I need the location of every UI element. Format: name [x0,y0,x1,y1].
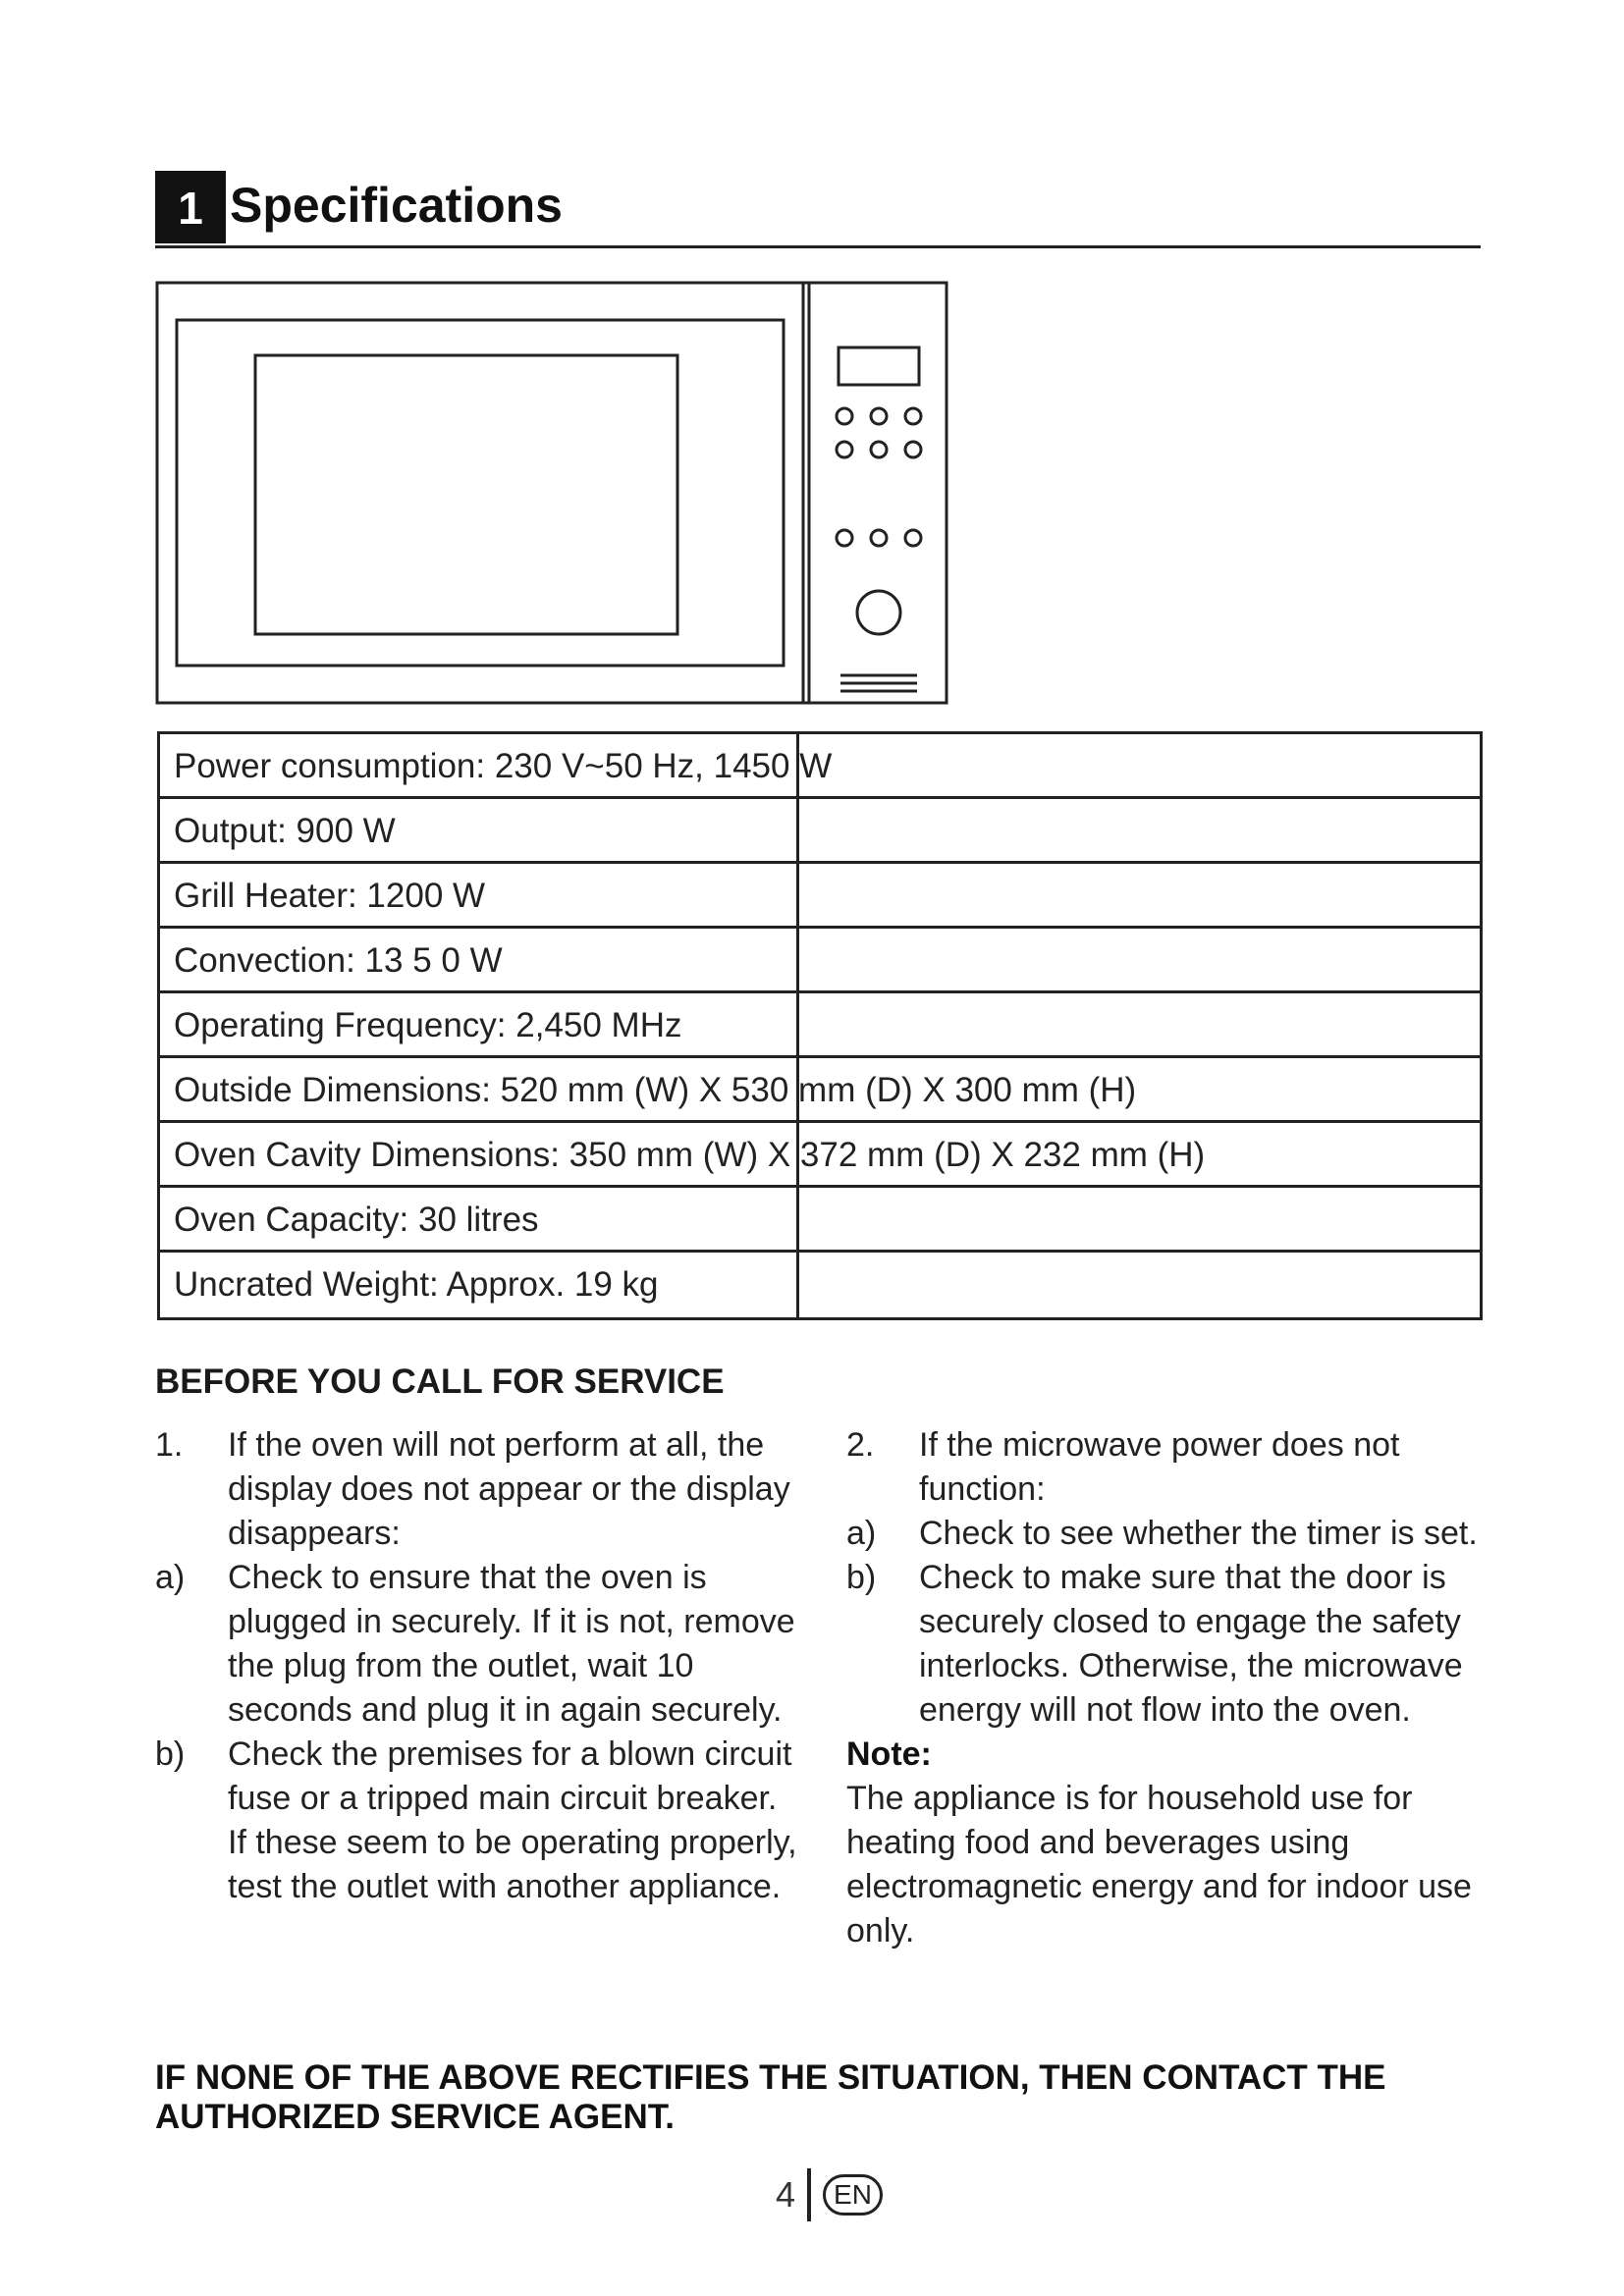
spec-text: Convection: 13 5 0 W [174,941,503,980]
spec-text: Outside Dimensions: 520 mm (W) X 530 mm (D) X 300 mm (H) [174,1071,1137,1109]
note-text: The appliance is for household use for heating food and beverages using electromagnetic energy and for indoor use only. [846,1780,1472,1949]
service-item-2b [846,1556,1485,1733]
microwave-illustration [155,281,948,705]
service-column-right [846,1423,1485,1953]
footer-divider [807,2168,811,2221]
spec-row-cavity-dimensions [160,1123,1480,1188]
spec-row-power [160,734,1480,799]
service-item-1b [155,1733,803,1909]
spec-text: Power consumption: 230 V~50 Hz, 1450 W [174,747,833,785]
item-marker: a) [155,1559,186,1596]
item-marker: a) [846,1515,877,1552]
service-item-2a [846,1512,1485,1556]
language-badge: EN [823,2174,883,2216]
specifications-table [157,731,1483,1320]
column-divider [796,864,799,926]
column-divider [796,1188,799,1250]
spec-text: Oven Cavity Dimensions: 350 mm (W) X 372 mm (D) X 232 mm (H) [174,1136,1206,1174]
spec-row-frequency [160,993,1480,1058]
spec-row-convection [160,929,1480,993]
spec-text: Uncrated Weight: Approx. 19 kg [174,1265,659,1304]
column-divider [796,929,799,990]
note-label: Note: [846,1735,932,1773]
spec-text: Operating Frequency: 2,450 MHz [174,1006,682,1044]
item-text: If the oven will not perform at all, the display does not appear or the display disappears: [228,1426,790,1552]
item-text: Check to see whether the timer is set. [919,1515,1478,1552]
section-number: 1 [155,171,226,243]
item-text: Check to ensure that the oven is plugged in securely. If it is not, remove the plug from the outlet, wait 10 seconds and plug it in again securely. [228,1559,795,1729]
item-text: If the microwave power does not function: [919,1426,1400,1508]
spec-row-output [160,799,1480,864]
final-notice: IF NONE OF THE ABOVE RECTIFIES THE SITUATION, THEN CONTACT THE AUTHORIZED SERVICE AGENT. [155,2058,1386,2136]
item-text: Check the premises for a blown circuit fuse or a tripped main circuit breaker. If these seem to be operating properly, test the outlet with another appliance. [228,1735,797,1905]
spec-row-capacity [160,1188,1480,1253]
service-item-1a [155,1556,803,1733]
item-marker: 1. [155,1426,184,1464]
column-divider [796,799,799,861]
spec-text: Grill Heater: 1200 W [174,877,486,915]
spec-row-weight [160,1253,1480,1317]
service-item-2 [846,1423,1485,1512]
service-heading: BEFORE YOU CALL FOR SERVICE [155,1362,725,1401]
page-number: 4 [776,2174,796,2215]
item-text: Check to make sure that the door is securely closed to engage the safety interlocks. Otherwise, the microwave energy will not flow into the oven. [919,1559,1463,1729]
spec-text: Oven Capacity: 30 litres [174,1201,539,1239]
spec-row-outside-dimensions [160,1058,1480,1123]
item-marker: b) [846,1559,877,1596]
page-title: Specifications [230,178,563,233]
column-divider [796,1253,799,1317]
column-divider [796,993,799,1055]
item-marker: b) [155,1735,186,1773]
section-header [155,171,1481,248]
service-item-1 [155,1423,803,1556]
service-column-left [155,1423,803,1909]
spec-row-grill [160,864,1480,929]
microwave-oven-icon [155,281,948,705]
item-marker: 2. [846,1426,875,1464]
page-footer [776,2167,883,2222]
spec-text: Output: 900 W [174,812,396,850]
